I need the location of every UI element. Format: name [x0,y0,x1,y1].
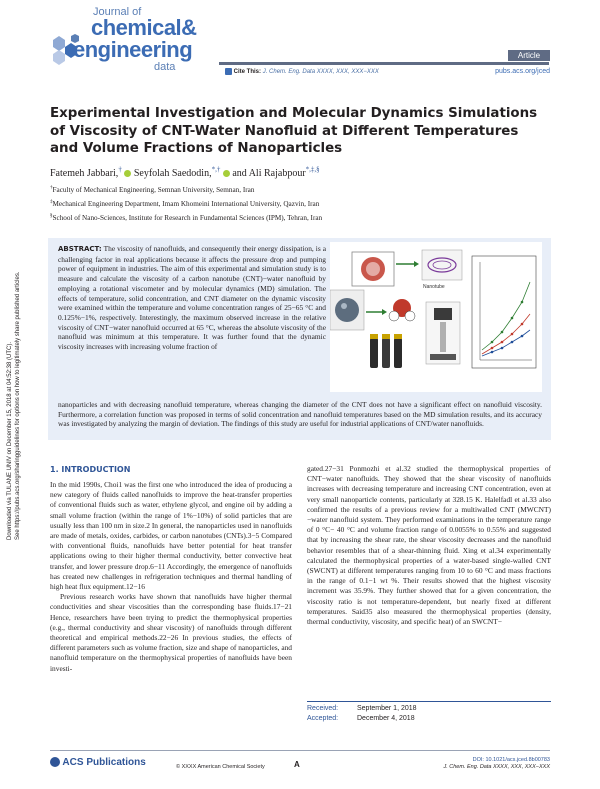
toc-illustration-icon [330,242,542,392]
article-title: Experimental Investigation and Molecular Dynamics Simulations of Viscosity of CNT-Water Nanofluid at Different Temperatures and Volume Fractions of Nanoparticles [50,106,538,156]
publisher-name: ACS Publications [62,757,146,768]
dates-rule [307,701,551,702]
footer-rule [50,750,550,751]
download-notice [6,240,22,540]
paragraph: In the mid 1990s, Choi1 was the first one who introduced the idea of producing a new category of fluids called nanofluids to improve the heat-transfer properties of conventional fluids such as water, ethylene glycol, and engine oil by adding a small volume fraction (within the range of 1%−10%) of solid particles that are usually less than 100 nm in size.2 In general, the nanoparticles used in nanofluids are made of metals, oxides, carbides, or carbon nanotubes (CNTs).3−5 Compared with conventional fluids, nanofluids have better potential for heat transfer applications owing to their higher thermal conductivity, better convective heat transfer, and lower pressure drop.6−11 Accordingly, the emergence of nanofluids has created new challenges in refrigeration techniques and thermal handling of high heat flux equipment.12−16 [50,480,292,592]
affiliation [50,186,254,194]
abstract-label: ABSTRACT: [58,245,102,253]
affiliation [50,214,322,222]
abstract-text [58,244,326,352]
journal-url-link[interactable]: pubs.acs.org/jced [495,68,550,75]
affiliation-mark: † [50,185,53,191]
logo-line-engineering: engineering [73,37,193,62]
paragraph: Previous research works have shown that nanofluids have higher thermal conductivities and shear viscosities than the corresponding base fluids.17−21 Hence, researchers have been trying to predict the thermophysical properties (e.g., thermal conductivity and shear viscosity) of nanofluids through different theoretical and empirical methods.22−26 In previous studies, the effects of different parameters such as volume fraction, size and shape of nanoparticles, and nanofluid temperature on the thermophysical properties of nanofluids have been investi- [50,592,292,673]
accepted-date: December 4, 2018 [357,715,415,722]
affiliation-text: Faculty of Mechanical Engineering, Semnan University, Semnan, Iran [52,186,255,194]
author-affiliation-mark: *,‡,§ [305,165,320,174]
copyright: © XXXX American Chemical Society [176,764,265,770]
journal-logo [47,6,212,78]
logo-line-data: data [154,61,176,73]
affiliation-text: Mechanical Engineering Department, Imam Khomeini International University, Qazvin, Iran [52,200,320,208]
affiliation-text: School of Nano-Sciences, Institute for Research in Fundamental Sciences (IPM), Tehran, Iran [52,214,323,222]
affiliation-mark: ‡ [50,199,53,205]
cite-label: Cite This: [233,69,262,76]
toc-nanotube-label: Nanotube [423,284,445,290]
section-heading: 1. INTRODUCTION [50,465,131,474]
author-line [50,165,320,179]
logo-line-journal: Journal of [93,6,142,18]
accepted-label: Accepted: [307,715,339,722]
cite-row [225,68,379,75]
affiliation-mark: § [50,213,53,219]
article-type-tag: Article [508,50,550,61]
received-label: Received: [307,705,339,712]
doi-block [443,757,550,771]
body-column-left [50,480,292,674]
logo-line-chemical: chemical& [91,15,197,40]
author-affiliation-mark: † [118,165,122,174]
author-name[interactable]: and Ali Rajabpour [232,168,306,179]
acs-logo-icon [50,757,60,767]
download-notice-line: Downloaded via TULANE UNIV on December 15, 2018 at 04:52:38 (UTC). [7,342,13,540]
body-column-right [307,464,551,627]
article-dates [307,704,417,724]
abstract-body: The viscosity of nanofluids, and consequently their energy dissipation, is a challenging factor in real applications because it affects the pressure drop and pumping power of equipment in industries. The aim of this experimental and simulation study is to measure and calculate the viscosity of a carbon nanotube (CNT)−water nanofluid by employing a rotational viscometer and by molecular dynamics (MD) simulation. The effects of temperature, solid concentration, and CNT diameter on the dynamic viscosity were examined within the temperature and volume concentration ranges of 25−65 °C and 0.125%−1%, respectively. Interestingly, the maximum observed increase in the relative viscosity of CNT−water nanofluid occurred at 65 °C, whereas the absolute viscosity of the nanofluid was minimum at this temperature. It was further found that the dynamic viscosity increases with increasing volume fraction of [58,244,326,352]
toc-graphic [330,242,542,392]
orcid-icon[interactable] [124,170,131,177]
cite-icon[interactable] [225,68,232,75]
footer-citation: J. Chem. Eng. Data XXXX, XXX, XXX−XXX [443,764,550,770]
page-number: A [294,760,300,769]
abstract-continued: nanoparticles and with decreasing nanofluid temperature, whereas changing the diameter of the CNT does not have a significant effect on nanofluid viscosity. Furthermore, a correlation function was proposed in terms of solid concentration and nanofluid temperatures based on the MD simulation results, and its accuracy was investigated by analyzing the margin of deviation. The findings of this study are useful for industrial applications of CNT/water nanofluids. [58,400,542,429]
received-date: September 1, 2018 [357,705,417,712]
author-name[interactable]: Fatemeh Jabbari, [50,168,119,179]
affiliation [50,200,319,208]
doi-link[interactable]: DOI: 10.1021/acs.jced.8b00783 [472,757,550,763]
orcid-icon[interactable] [223,170,230,177]
cite-text[interactable]: J. Chem. Eng. Data XXXX, XXX, XXX−XXX [262,69,379,76]
paragraph: gated.27−31 Ponmozhi et al.32 studied the thermophysical properties of CNT−water nanofluids. They showed that the shear viscosity of nanofluids increases with decreasing temperature and increasing CNT concentration, even at very small nanoparticle contents, particularly at 328.15 K. Halelfadl et al.33 also confirmed the results of a previous review for a multiwalled CNT (MWCNT)−water nanofluid system. They performed examinations in the temperature range of 0 °C− 40 °C and volume fraction range of 0.0055% to 0.55% and suggested that by increasing the shear rate, the shear viscosity decreases and the nanofluid behavior resembles that of a shear-thinning fluid. Xing et al.34 experimentally calculated the thermophysical properties of a water-based single-walled CNT (SWCNT) at different temperatures ranging from 10 to 60 °C and mass fractions in the range of 0.1−1 wt %. Their results showed that the highest viscosity increment was 35.9%. They further showed that for a given concentration, the viscosity ratio is not temperature-dependent, but nearly fixed at different temperatures. Said35 also measured the thermophysical properties (density, thermal conductivity, viscosity, and specific heat) of an SWCNT− [307,464,551,627]
acs-publications-logo[interactable] [50,757,146,768]
download-notice-line[interactable]: See https://pubs.acs.org/sharingguidelines for options on how to legitimately share published articles. [15,271,21,540]
author-affiliation-mark: *,† [211,165,221,174]
header-rule [219,62,549,65]
author-name[interactable]: Seyfolah Saedodin, [133,168,212,179]
